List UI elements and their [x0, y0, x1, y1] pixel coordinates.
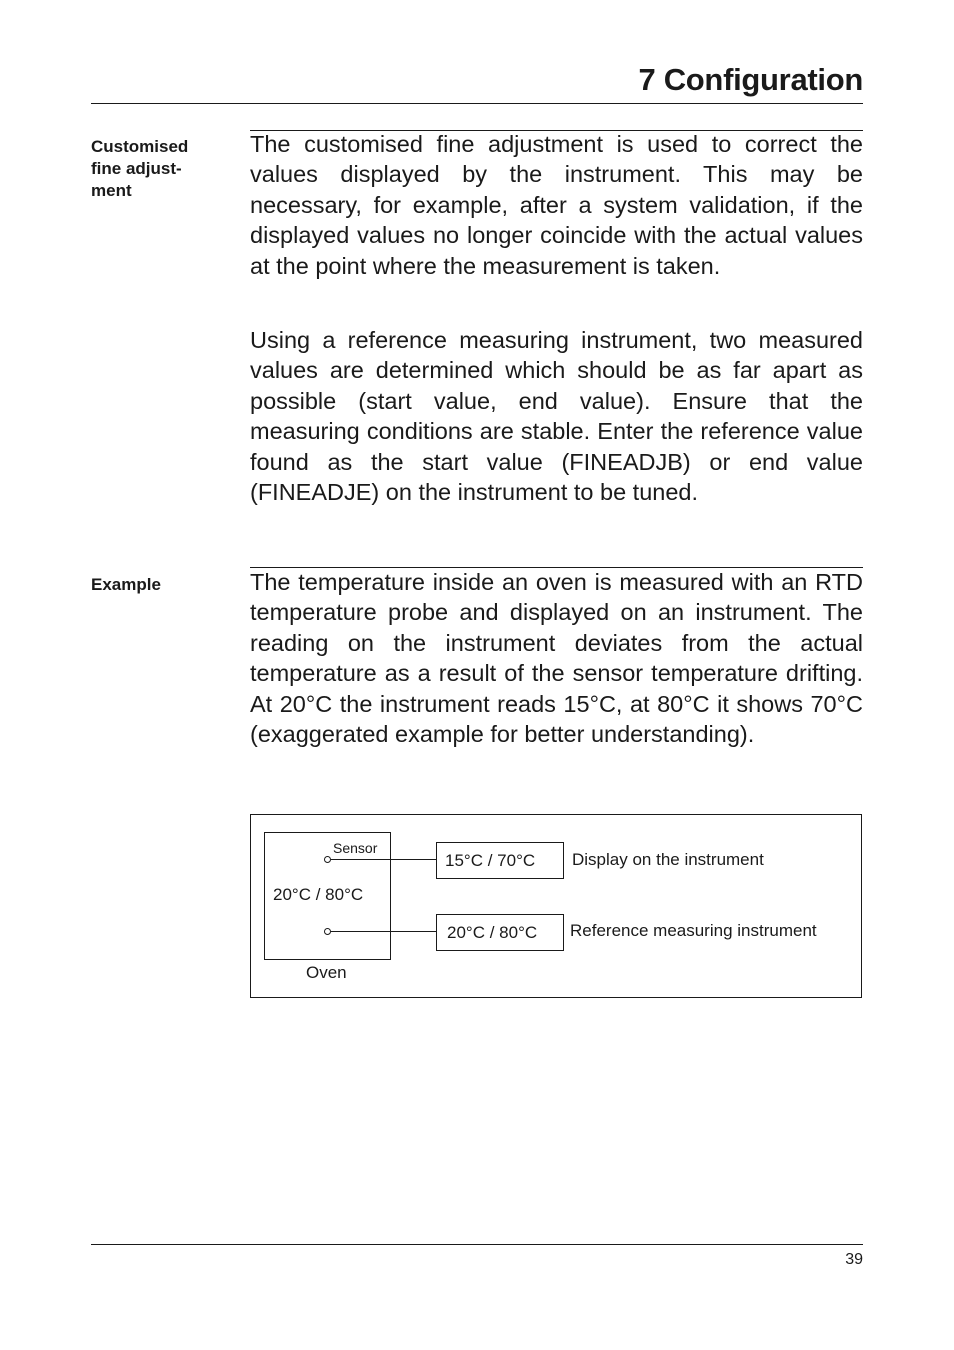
sensor-bottom-wire [331, 931, 436, 932]
oven-label: Oven [306, 963, 347, 982]
paragraph-fine-adjustment-intro: The customised fine adjustment is used to correct the values displayed by the instrument. This may be necessary, for example, after a system validation, if the displayed values no longer coincide with the actual values at the point where the measurement is taken. [250, 131, 863, 279]
instrument-value: 15°C / 70°C [445, 851, 536, 870]
sensor-bottom-terminal [324, 928, 331, 935]
section-label-fine-adjustment: Customised fine adjust-ment [91, 137, 189, 200]
oven-temperature: 20°C / 80°C [273, 885, 364, 904]
paragraph-fine-adjustment-procedure: Using a reference measuring instrument, two measured values are determined which should be as far apart as possible (start value, end value). Ensure that the measuring conditions are stable. Enter the reference value found as the start value (FINEADJB) or end value (FINEADJE) on the instrument to be tuned. [250, 327, 863, 506]
sensor-top-terminal [324, 856, 331, 863]
footer-rule [91, 1244, 863, 1245]
reference-label: Reference measuring instrument [570, 921, 817, 940]
page-number: 39 [845, 1251, 863, 1268]
paragraph-example: The temperature inside an oven is measured with an RTD temperature probe and displayed on an instrument. The reading on the instrument deviates from the actual temperature as a result of the sensor temperature drifting. At 20°C the instrument reads 15°C, at 80°C it shows 70°C (exaggerated example for better understanding). [250, 569, 863, 748]
oven-diagram [250, 814, 862, 998]
sensor-top-wire [331, 859, 436, 860]
header-rule [91, 103, 863, 104]
instrument-label: Display on the instrument [572, 850, 764, 869]
section-label-example: Example [91, 575, 161, 594]
reference-value: 20°C / 80°C [447, 923, 538, 942]
sensor-label: Sensor [333, 840, 378, 856]
chapter-title: 7 Configuration [638, 62, 863, 97]
